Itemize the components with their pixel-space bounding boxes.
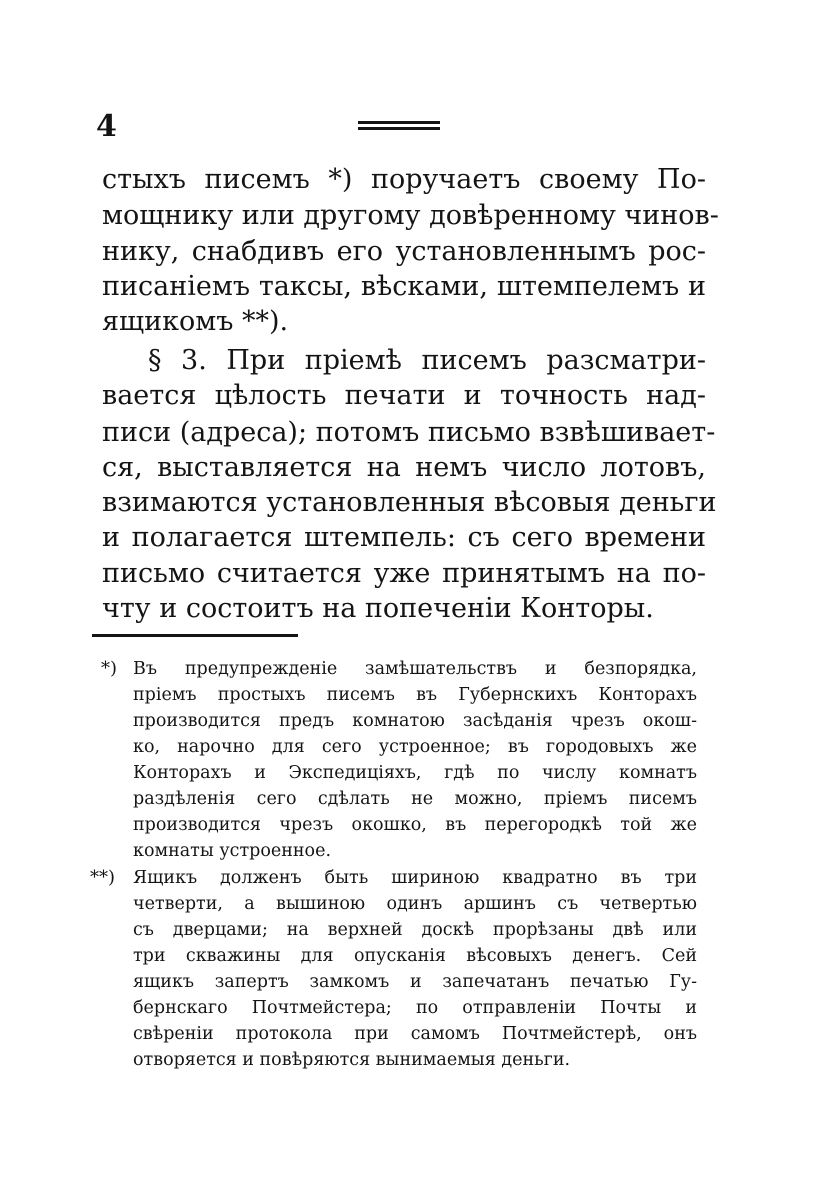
page-number: 4: [96, 109, 117, 144]
main-text-line: стыхъ писемъ *) поручаетъ своему По-: [102, 164, 706, 195]
main-text-line: и полагается штемпель: съ сего времени: [102, 522, 706, 553]
footnote-marker: *): [101, 658, 118, 679]
footnote-line: ящикъ запертъ замкомъ и запечатанъ печатью Гу-: [133, 972, 697, 992]
main-text-line: ся, выставляется на немъ число лотовъ,: [102, 452, 706, 483]
header-rule-bottom: [358, 127, 440, 130]
footnote-line: Въ предупрежденiе замѣшательствъ и безпорядка,: [133, 659, 697, 679]
footnote-line: съ дверцами; на верхней доскѣ прорѣзаны двѣ или: [133, 920, 697, 940]
section-heading-line: § 3. При прiемѣ писемъ разсматри-: [148, 345, 706, 376]
footnote-line: Ящикъ долженъ быть шириною квадратно въ три: [133, 868, 697, 888]
main-text-line: взимаются установленныя вѣсовыя деньги: [102, 487, 717, 518]
footnote-line: отворяется и повѣряются вынимаемыя деньги.: [133, 1050, 571, 1070]
main-text-line: чту и состоитъ на попеченiи Конторы.: [102, 593, 654, 624]
footnote-line: четверти, а вышиною одинъ аршинъ съ четвертью: [133, 894, 697, 914]
footnote-line: свѣренiи протокола при самомъ Почтмейстерѣ, онъ: [133, 1024, 697, 1044]
footnote-marker: **): [90, 867, 116, 888]
footnote-line: производится чрезъ окошко, въ перегородкѣ той же: [133, 815, 697, 835]
main-text-line: писанiемъ таксы, вѣсками, штемпелемъ и: [102, 271, 706, 302]
footnote-separator-rule: [92, 634, 298, 637]
main-text-line: мощнику или другому довѣренному чинов-: [102, 200, 719, 231]
main-text-line: нику, снабдивъ его установленнымъ рос-: [102, 236, 706, 267]
footnote-line: прiемъ простыхъ писемъ въ Губернскихъ Конторахъ: [133, 685, 697, 705]
footnote-line: раздѣленiя сего сдѣлать не можно, прiемъ писемъ: [133, 789, 697, 809]
footnote-line: производится предъ комнатою засѣданiя чрезъ окош-: [133, 711, 697, 731]
footnote-line: бернскаго Почтмейстера; по отправленiи Почты и: [133, 998, 697, 1018]
footnote-line: Конторахъ и Экспедицiяхъ, гдѣ по числу комнатъ: [133, 763, 697, 783]
footnote-line: комнаты устроенное.: [133, 841, 332, 861]
header-double-rule: [358, 121, 440, 133]
main-text-line: писи (адреса); потомъ письмо взвѣшивает-: [102, 417, 716, 448]
main-text-line: ящикомъ **).: [102, 306, 289, 337]
footnote-line: ко, нарочно для сего устроенное; въ городовыхъ же: [133, 737, 697, 757]
header-rule-top: [358, 121, 440, 124]
footnote-line: три скважины для опусканiя вѣсовыхъ денегъ. Сей: [133, 946, 697, 966]
main-text-line: вается цѣлость печати и точность над-: [102, 380, 706, 411]
main-text-line: письмо считается уже принятымъ на по-: [102, 558, 706, 589]
